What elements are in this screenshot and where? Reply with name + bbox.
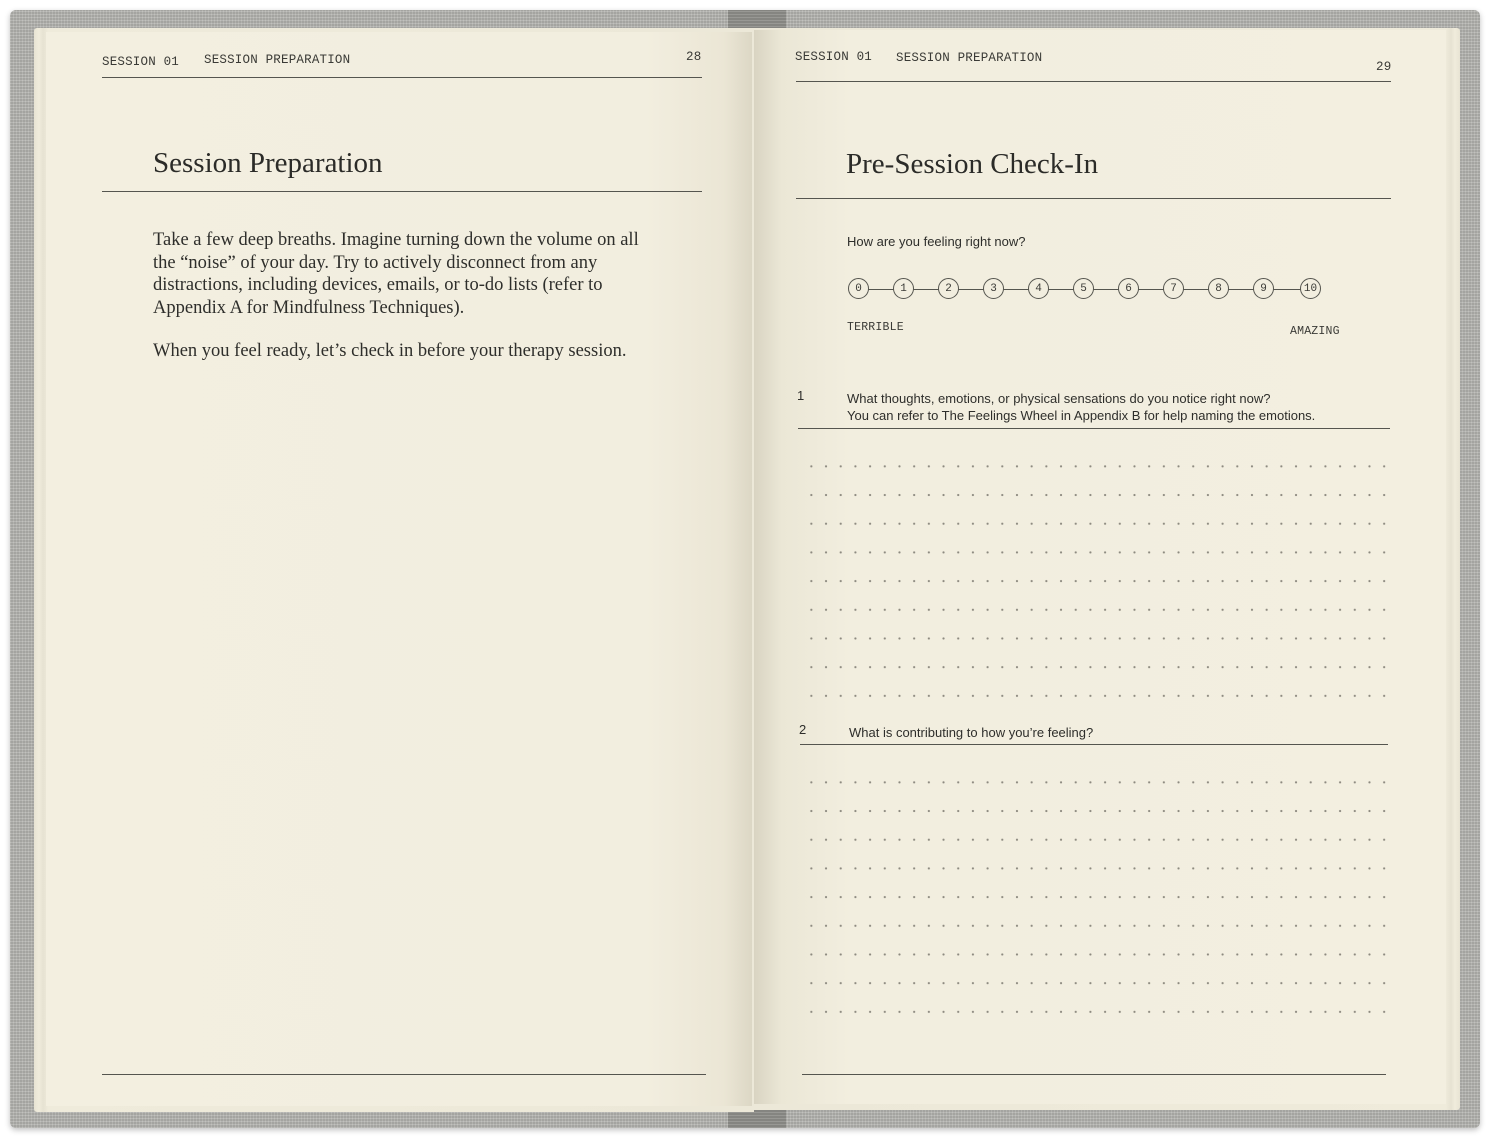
question-1-number: 1 [797,388,805,403]
feeling-scale [848,278,1322,304]
right-header-rule [796,81,1391,82]
scale-option-6[interactable]: 6 [1118,278,1139,299]
scale-option-10[interactable]: 10 [1300,278,1321,299]
question-2-number: 2 [799,722,807,737]
scale-option-1[interactable]: 1 [893,278,914,299]
scale-option-5[interactable]: 5 [1073,278,1094,299]
question-2-prompt: What is contributing to how you’re feeling? [849,725,1094,740]
right-page [754,30,1446,1104]
question-1-text [847,390,1367,424]
scale-option-7[interactable]: 7 [1163,278,1184,299]
right-header-session: SESSION 01 [795,50,873,64]
left-header-session: SESSION 01 [102,55,180,69]
scale-option-8[interactable]: 8 [1208,278,1229,299]
scale-high-label: AMAZING [1290,325,1340,338]
scale-question: How are you feeling right now? [847,234,1026,249]
left-header-rule [102,77,702,78]
left-body [153,229,643,384]
left-page-title: Session Preparation [153,147,383,179]
right-header-section: SESSION PREPARATION [896,51,1043,65]
question-2-rule [800,744,1388,745]
scale-option-4[interactable]: 4 [1028,278,1049,299]
scale-option-0[interactable]: 0 [848,278,869,299]
right-page-number: 29 [1376,60,1392,74]
question-1-answer-area[interactable] [804,452,1394,702]
right-title-rule [796,198,1391,199]
left-page [46,32,752,1106]
body-paragraph-1: Take a few deep breaths. Imagine turning down the volume on all the “noise” of your day. Try to actively disconnect from any distractions, including devices, emails, or to-do lists (refer to Appendix A for Mindfulness Techniques). [153,230,639,318]
left-header-section: SESSION PREPARATION [204,53,351,67]
question-2-answer-area[interactable] [804,768,1394,1018]
question-2-text [849,724,1369,741]
question-1-prompt: What thoughts, emotions, or physical sensations do you notice right now? [847,391,1271,406]
scale-option-2[interactable]: 2 [938,278,959,299]
left-page-number: 28 [686,50,702,64]
right-footer-rule [802,1074,1386,1075]
question-1-rule [798,428,1390,429]
scale-low-label: TERRIBLE [847,321,904,334]
left-footer-rule [102,1074,706,1075]
left-title-rule [102,191,702,192]
scale-option-3[interactable]: 3 [983,278,1004,299]
right-page-title: Pre-Session Check-In [846,148,1099,180]
body-paragraph-2: When you feel ready, let’s check in before your therapy session. [153,341,627,361]
question-1-hint: You can refer to The Feelings Wheel in Appendix B for help naming the emotions. [847,408,1316,423]
scale-option-9[interactable]: 9 [1253,278,1274,299]
